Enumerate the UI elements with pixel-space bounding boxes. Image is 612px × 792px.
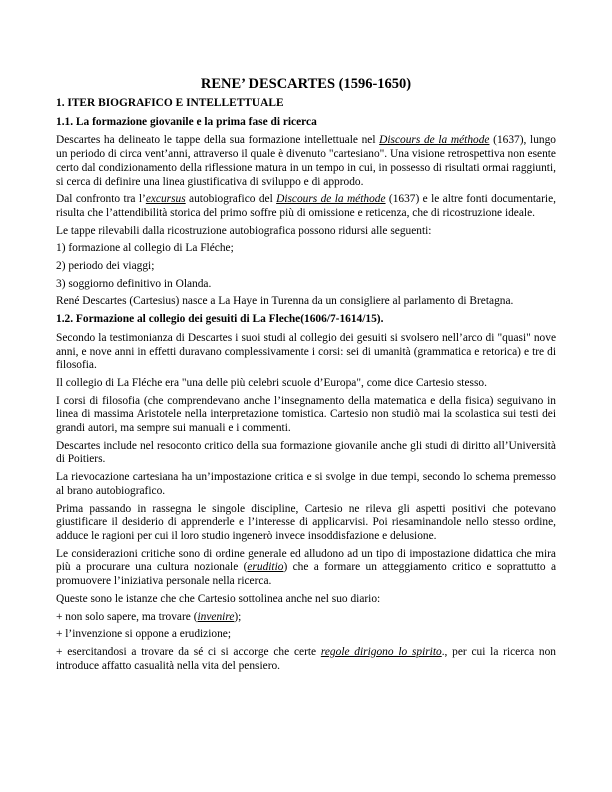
paragraph-7: I corsi di filosofia (che comprendevano anche l’insegnamento della matematica e della fisica) seguivano in linea di massima Aristotele nella interpretazione tomistica. Cartesio non studiò mai la scolastica sui testi dei grandi autori, ma sempre sui manuali e i commenti. — [56, 394, 556, 435]
regole-link[interactable]: regole dirigono lo spirito — [320, 645, 442, 658]
paragraph-3: Le tappe rilevabili dalla ricostruzione autobiografica possono ridursi alle seguenti: — [56, 224, 432, 237]
discours-link[interactable]: Discours de la méthode — [379, 134, 490, 147]
bullet-3-text-b: ., per cui la ricerca non introduce affatto casualità nella vita del pensiero. — [56, 645, 556, 672]
excursus-link[interactable]: excursus — [145, 193, 186, 206]
paragraph-2-text-c: (1637) e le altre fonti documentarie, risulta che l’attendibilità storica del primo soffre più di omissione e reticenza, che di ricostruzione ideale. — [56, 193, 556, 219]
paragraph-1-text-b: (1637), lungo un periodo di circa vent’anni, attraverso il quale è divenuto "cartesiano". Una visione retrospettiva non esente certo dal condizionamento della riflessione matura in un tempo in cui, in possesso di risultati ormai raggiunti, si cerca di definire una linea giustificativa di sviluppo e di approdo. — [56, 134, 556, 188]
paragraph-2-text-a: Dal confronto tra l’ — [56, 193, 146, 206]
section-heading-1-2: 1.2. Formazione al collegio dei gesuiti di La Fleche(1606/7-1614/15). — [56, 313, 384, 326]
bullet-item-1 — [56, 611, 556, 625]
bullet-1-text-b: ); — [234, 610, 242, 623]
discours-link-2[interactable]: Discours de la méthode — [276, 193, 386, 206]
paragraph-12: Queste sono le istanze che che Cartesio sottolinea anche nel suo diario: — [56, 592, 381, 605]
paragraph-5: Secondo la testimonianza di Descartes i suoi studi al collegio dei gesuiti si svolsero nell’arco di "quasi" nove anni, e nove anni in effetti duravano complessivamente i corsi: sei di umanità (grammatica e retorica) e tre di filosofia. — [56, 331, 556, 372]
paragraph-11-text-a: Le considerazioni critiche sono di ordine generale ed alludono ad un tipo di impostazione didattica che mira più a procurare una cultura nozionale ( — [56, 547, 556, 574]
paragraph-11 — [56, 548, 556, 589]
bullet-1-text-a: + non solo sapere, ma trovare ( — [56, 610, 198, 623]
eruditio-link[interactable]: eruditio — [247, 561, 284, 574]
paragraph-4: René Descartes (Cartesius) nasce a La Haye in Turenna da un consigliere al parlamento di Bretagna. — [56, 295, 514, 308]
document-title: RENE’ DESCARTES (1596-1650) — [200, 76, 412, 92]
list-item-step-3: 3) soggiorno definitivo in Olanda. — [56, 277, 212, 290]
document-body — [56, 76, 556, 677]
paragraph-1 — [56, 134, 556, 189]
list-item-step-1: 1) formazione al collegio di La Fléche; — [56, 242, 234, 255]
list-item-step-2: 2) periodo dei viaggi; — [56, 260, 155, 273]
paragraph-2-text-b: autobiografico del — [185, 193, 277, 206]
bullet-item-2: + l’invenzione si oppone a erudizione; — [56, 628, 232, 641]
section-heading-1: 1. ITER BIOGRAFICO E INTELLETTUALE — [56, 97, 284, 109]
paragraph-2 — [56, 193, 556, 220]
paragraph-6: Il collegio di La Fléche era "una delle più celebri scuole d’Europa", come dice Cartesio stesso. — [56, 376, 487, 389]
paragraph-9: La rievocazione cartesiana ha un’impostazione critica e si svolge in due tempi, secondo lo schema premesso al brano autobiografico. — [56, 471, 556, 497]
paragraph-10: Prima passando in rassegna le singole discipline, Cartesio ne rileva gli aspetti positivi che potevano giustificare il desiderio di apprenderle e l’interesse di applicarvisi. Poi riesaminandole nello stesso ordine, adduce le ragioni per cui il loro studio ingenerò invece insoddisfazione e delusione. — [56, 502, 556, 542]
bullet-item-3 — [56, 646, 556, 673]
invenire-link[interactable]: invenire — [197, 610, 235, 623]
paragraph-8: Descartes include nel resoconto critico della sua formazione giovanile anche gli studi di diritto all’Università di Poitiers. — [56, 439, 556, 466]
section-heading-1-1: 1.1. La formazione giovanile e la prima fase di ricerca — [56, 115, 317, 128]
bullet-3-text-a: + esercitandosi a trovare da sé ci si accorge che certe — [56, 645, 321, 658]
paragraph-1-text-a: Descartes ha delineato le tappe della sua formazione intellettuale nel — [56, 134, 380, 147]
paragraph-11-text-b: ) che a formare un atteggiamento critico e soprattutto a promuovere l’iniziativa personale nella ricerca. — [56, 561, 556, 588]
